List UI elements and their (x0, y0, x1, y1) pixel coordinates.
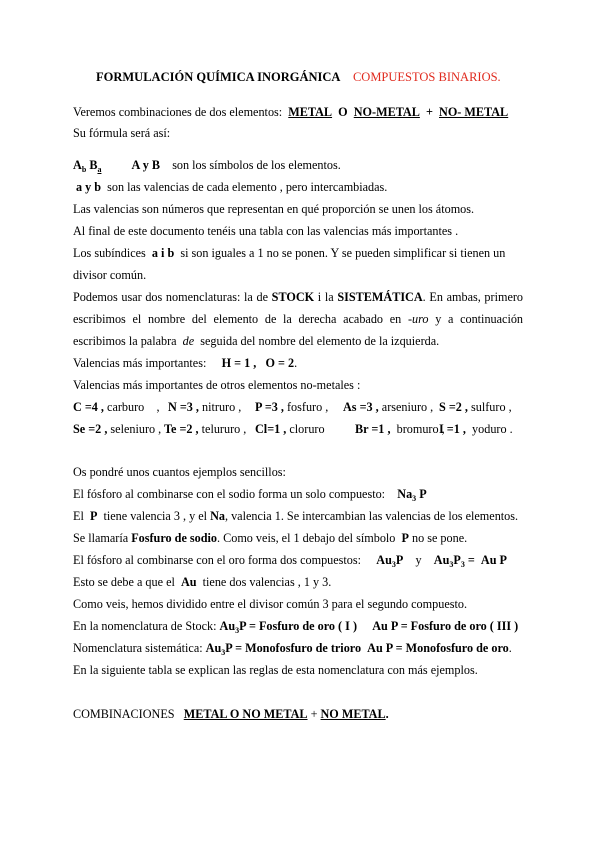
combinaciones-heading: COMBINACIONES METAL O NO METAL + NO METAL. (73, 707, 389, 721)
fosfuro-de-sodio: Fosfuro de sodio (131, 531, 217, 545)
valences-term: a y b (76, 180, 102, 194)
stock-name-2: Au P = Fosfuro de oro ( III ) (372, 619, 519, 633)
nometal-term-footer: NO METAL (320, 707, 386, 721)
plus-sign: + (425, 105, 433, 119)
example-line-5: El fósforo al combinarse con el oro forma dos compuestos: $Au_3P$ y $Au_3P_3 = Au$ P (73, 553, 507, 569)
example-line-9: Nomenclatura sistemática: $Au_3P$ = Monofosfuro de trioro Au P = Monofosfuro de oro. (73, 641, 512, 657)
stock-name-1: $Au_3P$ = Fosfuro de oro ( I ) (219, 619, 358, 635)
para-line-1: Las valencias son números que representan en qué proporción se unen los átomos. (73, 202, 475, 216)
example-line-4: Se llamaría Fosfuro de sodio. Como veis, el 1 debajo del símbolo P no se pone. (73, 531, 468, 545)
formula-na3p: $Na_3$ P (397, 487, 427, 503)
example-line-10: En la siguiente tabla se explican las reglas de esta nomenclatura con más ejemplos. (73, 663, 478, 677)
h-valence: H = 1 , (221, 356, 257, 370)
sistematica-name-1: $Au_3P$ = Monofosfuro de trioro (205, 641, 362, 657)
de-term: de (182, 334, 195, 348)
formula-symbols: A y B (131, 158, 160, 172)
title-sub: COMPUESTOS BINARIOS. (352, 70, 501, 84)
para-line-6: escribimos el nombre del elemento de la derecha acabado en -uro y a continuación (73, 312, 524, 326)
o-term: O (338, 105, 348, 119)
metal-term: METAL (288, 105, 333, 119)
intro-line-2: Su fórmula será así: (73, 126, 171, 140)
nometal-term: NO-METAL (353, 105, 420, 119)
o-valence: O = 2 (265, 356, 295, 370)
valences-desc: son las valencias de cada elemento , pero intercambiadas. (107, 180, 388, 194)
uro-term: -uro (407, 312, 429, 326)
para-line-7: escribimos la palabra de seguida del nombre del elemento de la izquierda. (73, 334, 440, 348)
stock-term: STOCK (271, 290, 315, 304)
example-line-7: Como veis, hemos dividido entre el divisor común 3 para el segundo compuesto. (73, 597, 467, 611)
sistematica-term: SISTEMÁTICA (337, 290, 423, 304)
para-line-3: Los subíndices a i b si son iguales a 1 no se ponen. Y se pueden simplificar si tienen un (73, 246, 506, 260)
subindices-ab: a i b (151, 246, 175, 260)
valences-line (76, 180, 387, 194)
formula-general: $A_b$ $B_a$ (73, 158, 102, 174)
document-page: FORMULACIÓN QUÍMICA INORGÁNICA COMPUESTOS BINARIOS. Veremos combinaciones de dos elementos: METAL O NO-METAL + NO- METAL Su fórmula será así: $A_b$ $B_a$ A y B son los símbolos de los elementos. a y b son las valencias de cada elemento , pero intercambiadas. Las valencias son números que representan en qué proporción se unen los átomos. Al final de este documento tenéis una tabla con las valencias más importantes . Los subíndices a i b si son iguales a 1 no se ponen. Y se pueden simplificar si tienen un divisor común. Podemos usar dos nomenclaturas: la de STOCK i la SISTEMÁTICA. En ambas, primero escribimos el nombre del elemento de la derecha acabado en -uro y a continuación escribimos la palabra de seguida del nombre del elemento de la izquierda. Valencias más importantes: H = 1 , O = 2. Valencias más importantes de otros elementos no-metales : C =4 , carburo , N =3 , nitruro , P =3 , fosfuro , As =3 , arseniuro , S =2 , sulfuro , Se =2 , seleniuro , Te =2 , telururo , Cl=1 , cloruro Br =1 , bromuro , I =1 , yoduro . Os pondré unos cuantos ejemplos sencillos: El fósforo al combinarse con el sodio forma un solo compuesto: $Na_3$ P El P tiene valencia 3 , y el Na, valencia 1. Se intercambian las valencias de los elementos. Se llamaría Fosfuro de sodio. Como veis, el 1 debajo del símbolo P no se pone. El fósforo al combinarse con el oro forma dos compuestos: $Au_3P$ y $Au_3P_3 = Au$ P Esto se debe a que el Au tiene dos valencias , 1 y 3. Como veis, hemos dividido entre el divisor común 3 para el segundo compuesto. En la nomenclatura de Stock: $Au_3P$ = Fosfuro de oro ( I ) Au P = Fosfuro de oro ( III ) Nomenclatura sistemática: $Au_3P$ = Monofosfuro de trioro Au P = Monofosfuro de oro. En la siguiente tabla se explican las reglas de esta nomenclatura con más ejemplos. COMBINACIONES METAL O NO METAL + NO METAL. (73, 70, 524, 721)
intro-text: Veremos combinaciones de dos elementos: (73, 105, 283, 119)
example-line-2: El fósforo al combinarse con el sodio forma un solo compuesto: $Na_3$ P (73, 487, 427, 503)
sistematica-name-2: Au P = Monofosfuro de oro (367, 641, 509, 655)
valencias-main-line: Valencias más importantes: H = 1 , O = 2. (73, 356, 298, 370)
title-main: FORMULACIÓN QUÍMICA INORGÁNICA (96, 70, 341, 84)
formula-line (73, 158, 341, 172)
valencias-others-label: Valencias más importantes de otros elementos no-metales : (73, 378, 361, 392)
formula-symbols-desc: son los símbolos de los elementos. (172, 158, 341, 172)
page-title (96, 70, 501, 84)
formula-au3p3: $Au_3P_3 = Au$ P (433, 553, 507, 569)
para-line-4: divisor común. (73, 268, 147, 282)
para-line-5: Podemos usar dos nomenclaturas: la de STOCK i la SISTEMÁTICA. En ambas, primero (73, 290, 524, 304)
intro-line-1 (73, 105, 508, 119)
formula-au3p: $Au_3P$ (376, 553, 404, 569)
example-line-6: Esto se debe a que el Au tiene dos valencias , 1 y 3. (73, 575, 332, 589)
para-line-2: Al final de este documento tenéis una tabla con las valencias más importantes . (73, 224, 459, 238)
example-line-8: En la nomenclatura de Stock: $Au_3P$ = Fosfuro de oro ( I ) Au P = Fosfuro de oro ( III ) (73, 619, 519, 635)
example-line-3: El P tiene valencia 3 , y el Na, valencia 1. Se intercambian las valencias de los elementos. (73, 509, 519, 523)
examples-intro: Os pondré unos cuantos ejemplos sencillos: (73, 465, 286, 479)
nometal-term-2: NO- METAL (439, 105, 509, 119)
metal-o-nometal: METAL O NO METAL (183, 707, 308, 721)
